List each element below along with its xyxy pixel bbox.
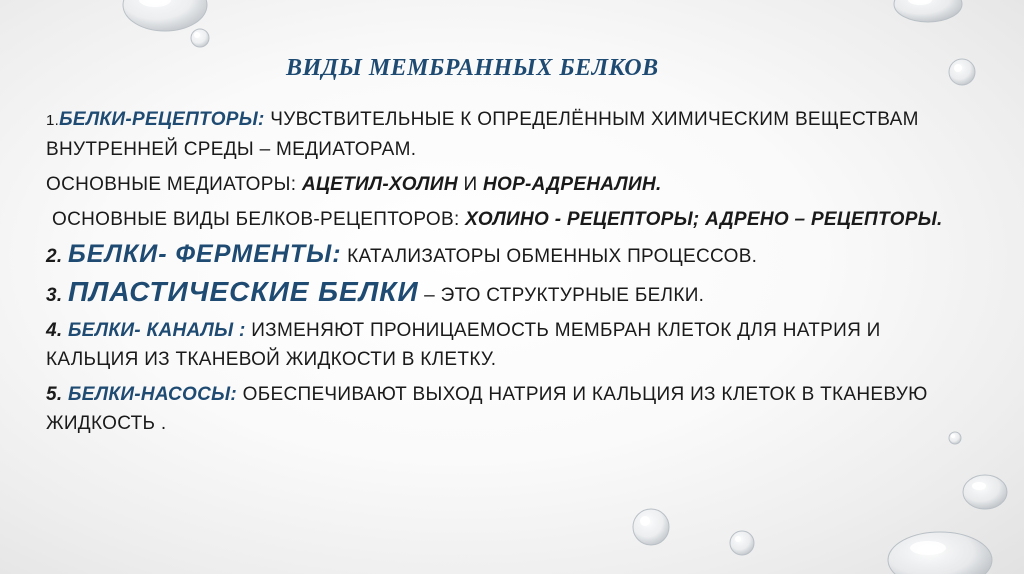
- mediators-and: И: [457, 174, 483, 195]
- item-term: БЕЛКИ- КАНАЛЫ :: [68, 320, 246, 341]
- item-term: БЕЛКИ-НАСОСЫ:: [68, 384, 238, 405]
- slide-title: ВИДЫ МЕМБРАННЫХ БЕЛКОВ: [286, 55, 659, 81]
- item-text: ЧУВСТВИТЕЛЬНЫЕ К ОПРЕДЕЛЁННЫМ ХИМИЧЕСКИМ ВЕЩЕСТВАМ ВНУТРЕННЕЙ СРЕДЫ – МЕДИАТОРАМ.: [46, 109, 919, 160]
- item-number: 4.: [46, 320, 69, 341]
- item-term: ПЛАСТИЧЕСКИЕ БЕЛКИ: [68, 276, 419, 307]
- item-number: 2.: [46, 246, 69, 267]
- receptor-types-lead: ОСНОВНЫЕ ВИДЫ БЕЛКОВ-РЕЦЕПТОРОВ:: [52, 209, 466, 230]
- item-number: 1.: [46, 112, 60, 129]
- item-text: ИЗМЕНЯЮТ ПРОНИЦАЕМОСТЬ МЕМБРАН КЛЕТОК ДЛЯ НАТРИЯ И КАЛЬЦИЯ ИЗ ТКАНЕВОЙ ЖИДКОСТИ В КЛЕТКУ.: [46, 320, 881, 370]
- item-pumps: [46, 380, 976, 438]
- mediator-noradrenaline: НОР-АДРЕНАЛИН.: [482, 174, 662, 195]
- item-number: 3.: [46, 285, 69, 306]
- item-text: КАТАЛИЗАТОРЫ ОБМЕННЫХ ПРОЦЕССОВ.: [341, 246, 758, 267]
- drop-bottom-large-icon: [888, 532, 992, 574]
- item-receptors: [46, 105, 976, 164]
- item-channels: [46, 316, 976, 374]
- slide-content: [46, 105, 976, 444]
- drop-top-right-icon: [894, 0, 962, 22]
- receptor-types-list: ХОЛИНО - РЕЦЕПТОРЫ; АДРЕНО – РЕЦЕПТОРЫ.: [465, 209, 943, 230]
- drop-bottom-center-icon: [633, 509, 669, 545]
- item-number: 5.: [46, 384, 69, 405]
- drop-small-top-icon: [191, 29, 209, 47]
- item-plastic: [46, 277, 976, 310]
- receptor-types-line: [46, 205, 976, 234]
- drop-right-icon: [949, 59, 975, 85]
- mediators-lead: ОСНОВНЫЕ МЕДИАТОРЫ:: [46, 174, 302, 195]
- item-text: ОБЕСПЕЧИВАЮТ ВЫХОД НАТРИЯ И КАЛЬЦИЯ ИЗ КЛЕТОК В ТКАНЕВУЮ ЖИДКОСТЬ .: [46, 384, 928, 434]
- item-term: БЕЛКИ- ФЕРМЕНТЫ:: [68, 240, 342, 268]
- item-term: БЕЛКИ-РЕЦЕПТОРЫ:: [59, 109, 265, 130]
- mediators-line: [46, 170, 976, 199]
- drop-bottom-icon: [730, 531, 754, 555]
- drop-bottom-right-icon: [963, 475, 1007, 509]
- drop-top-left-icon: [123, 0, 207, 31]
- item-enzymes: [46, 240, 976, 271]
- item-text: – ЭТО СТРУКТУРНЫЕ БЕЛКИ.: [418, 285, 705, 306]
- mediator-acetylcholine: АЦЕТИЛ-ХОЛИН: [301, 174, 458, 195]
